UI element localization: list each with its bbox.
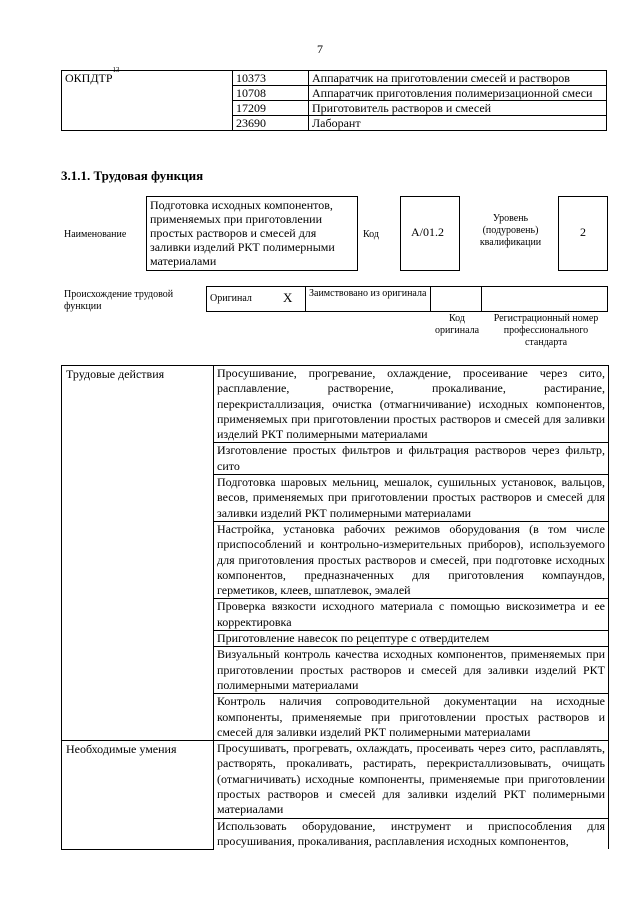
level-value: 2	[558, 196, 608, 271]
okpdtr-name: Аппаратчик приготовления полимеризационной смеси	[309, 86, 607, 101]
actions-table	[61, 365, 609, 850]
reg-caption: Регистрационный номер профессионального стандарта	[493, 313, 599, 348]
original-label: Оригинал	[210, 293, 252, 304]
function-name: Подготовка исходных компонентов, применяемых при приготовлении простых растворов и смесей для заливки изделий РКТ полимерными материалами	[146, 196, 358, 271]
labor-action-item: Приготовление навесок по рецептуре с отвердителем	[214, 631, 609, 647]
labor-action-item: Настройка, установка рабочих режимов оборудования (в том числе приспособлений и контрольно-измерительных приборов), используемого для приготовления простых растворов и смесей, при подготовке исходных компонентов, предназначенных для приготовления компаундов, герметиков, клеев, шпатлевок, эмалей	[214, 521, 609, 598]
labor-actions-label: Трудовые действия	[62, 366, 214, 741]
code-caption: Код оригинала	[434, 313, 480, 336]
labor-action-item: Контроль наличия сопроводительной документации на исходные компоненты, применяемые при приготовлении простых растворов и смесей для заливки изделий РКТ полимерными материалами	[214, 694, 609, 741]
labor-action-item: Подготовка шаровых мельниц, мешалок, сушильных установок, вальцов, весов, применяемых при приготовлении простых растворов и смесей для заливки изделий РКТ полимерными материалами	[214, 475, 609, 522]
okpdtr-table	[61, 66, 607, 131]
okpdtr-name: Приготовитель растворов и смесей	[309, 101, 607, 116]
origin-reg-box	[481, 286, 608, 312]
table-row	[62, 71, 607, 86]
labor-action-item: Просушивание, прогревание, охлаждение, просеивание через сито, расплавление, растворение, прокаливание, растирание, перекристаллизация, очистка (отмагничивание) исходных компонентов, применяемых при приготовлении простых растворов и смесей для заливки изделий РКТ полимерными материалами	[214, 366, 609, 443]
okpdtr-code: 23690	[233, 116, 309, 131]
origin-original-box	[206, 286, 306, 312]
required-skills-label: Необходимые умения	[62, 741, 214, 850]
skill-item: Просушивать, прогревать, охлаждать, просеивать через сито, расплавлять, растворять, прокаливать, растирать, перекристаллизовывать, очищать (отмагничивать) исходные компоненты, применяемые при приготовлении простых растворов и смесей для заливки изделий РКТ полимерными материалами	[214, 741, 609, 818]
okpdtr-code: 17209	[233, 101, 309, 116]
table-row	[62, 741, 609, 818]
name-label: Наименование	[64, 229, 127, 240]
labor-action-item: Проверка вязкости исходного материала с помощью вискозиметра и ее корректировка	[214, 599, 609, 631]
origin-code-box	[430, 286, 482, 312]
original-mark: X	[283, 290, 293, 305]
labor-action-item: Изготовление простых фильтров и фильтрация растворов через фильтр, сито	[214, 443, 609, 475]
origin-label: Происхождение трудовой функции	[64, 289, 174, 312]
page-number: 7	[317, 42, 323, 56]
code-label: Код	[363, 229, 379, 240]
okpdtr-name: Лаборант	[309, 116, 607, 131]
section-title: 3.1.1. Трудовая функция	[61, 168, 204, 183]
function-code: A/01.2	[400, 196, 460, 271]
footnote-ref: 13	[112, 66, 120, 74]
okpdtr-name: Аппаратчик на приготовлении смесей и растворов	[309, 71, 607, 86]
labor-action-item: Визуальный контроль качества исходных компонентов, применяемых при приготовлении простых растворов и смесей для заливки изделий РКТ полимерными материалами	[214, 647, 609, 694]
okpdtr-code: 10708	[233, 86, 309, 101]
okpdtr-label: ОКПДТР	[65, 71, 113, 85]
okpdtr-label-cell	[62, 66, 233, 131]
level-label: Уровень (подуровень) квалификации	[479, 213, 542, 248]
borrowed-label: Заимствовано из оригинала	[305, 286, 431, 312]
table-row	[62, 366, 609, 443]
okpdtr-code: 10373	[233, 71, 309, 86]
skill-item: Использовать оборудование, инструмент и приспособления для просушивания, прокаливания, расплавления исходных компонентов,	[214, 818, 609, 849]
